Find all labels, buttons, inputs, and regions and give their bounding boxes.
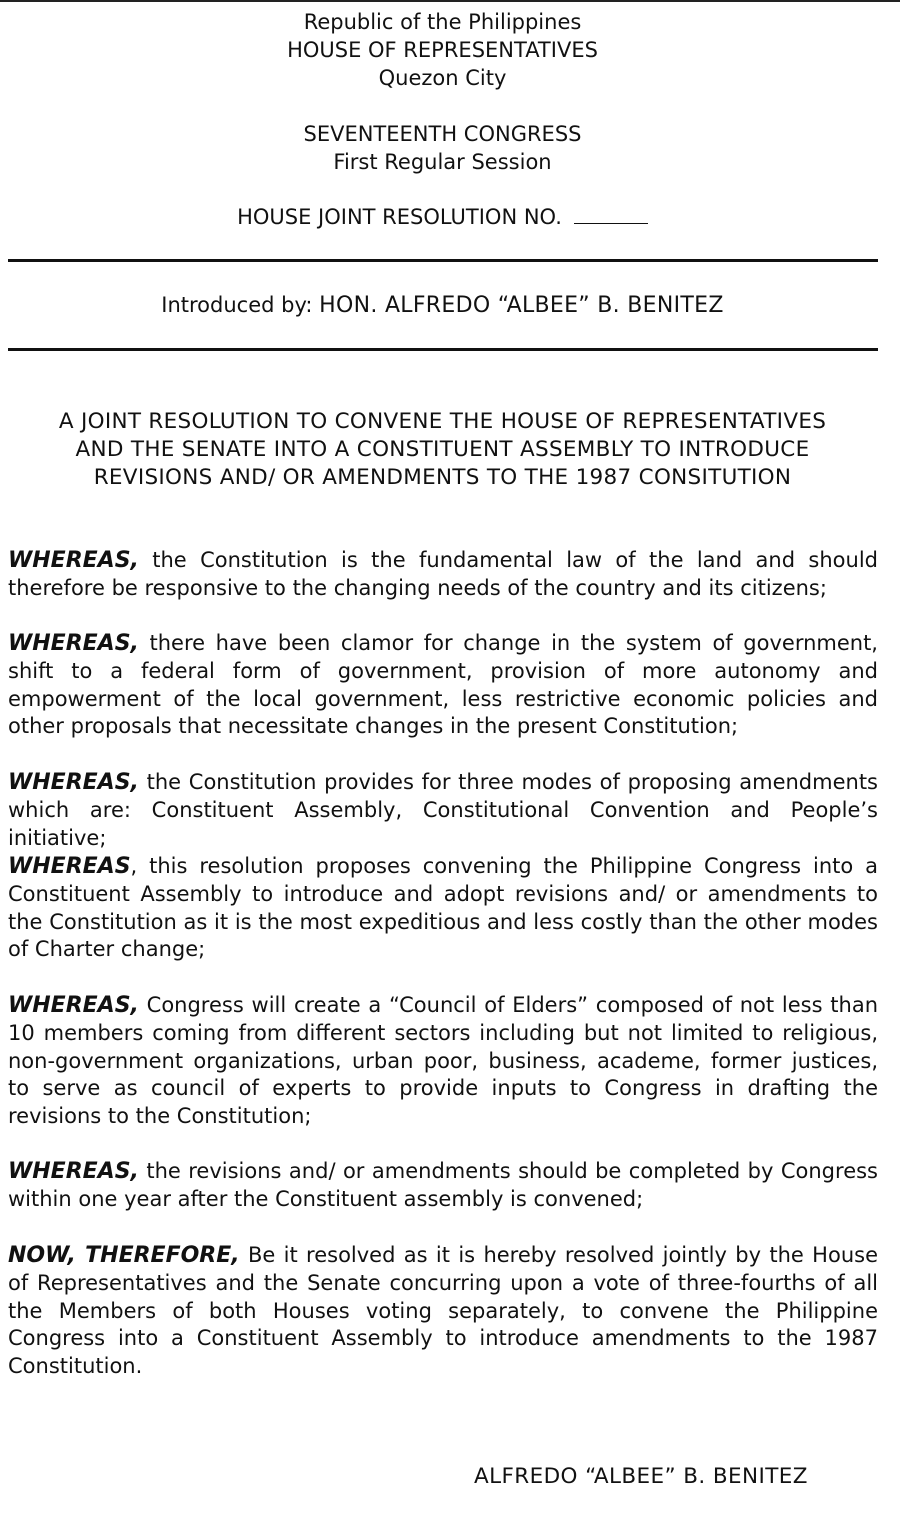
divider-rule-bottom: [8, 348, 878, 351]
chamber-name: HOUSE OF REPRESENTATIVES: [287, 38, 598, 62]
clause-text: the Constitution provides for three modes of proposing amendments which are: Constituent Assembly, Constitutional Convention and People’s initiative;: [8, 770, 878, 850]
clause-lead: NOW, THEREFORE,: [8, 1243, 240, 1268]
clause-text: Be it resolved as it is hereby resolved jointly by the House of Representatives and the Senate concurring upon a vote of three-fourths of all the Members of both Houses voting separately, to convene the Philippine Congress into a Constituent Assembly to introduce amendments to the 1987 Constitution.: [8, 1243, 878, 1379]
clause-text: the revisions and/ or amendments should be completed by Congress within one year after the Constituent assembly is convened;: [8, 1159, 878, 1211]
introduced-by: [0, 290, 885, 321]
resolution-number-blank: [574, 203, 648, 224]
top-border-rule: [0, 0, 900, 2]
title-line-3: REVISIONS AND/ OR AMENDMENTS TO THE 1987 CONSITUTION: [93, 465, 792, 490]
introduced-author: HON. ALFREDO “ALBEE” B. BENITEZ: [319, 293, 724, 318]
whereas-clause-2: [8, 630, 878, 741]
signature-name: ALFREDO “ALBEE” B. BENITEZ: [474, 1464, 808, 1489]
whereas-clause-5: [8, 992, 878, 1131]
clause-lead: WHEREAS: [8, 854, 131, 879]
city-name: Quezon City: [378, 66, 507, 90]
resolution-number: [0, 203, 885, 231]
clause-text: , this resolution proposes convening the Philippine Congress into a Constituent Assembly to introduce and adopt revisions and/ or amendments to the Constitution as it is the most expeditious and less costly than the other modes of Charter change;: [8, 854, 878, 962]
introduced-label: Introduced by:: [161, 293, 313, 317]
country-name: Republic of the Philippines: [303, 10, 582, 34]
title-line-1: A JOINT RESOLUTION TO CONVENE THE HOUSE OF REPRESENTATIVES: [58, 409, 827, 434]
title-line-2: AND THE SENATE INTO A CONSTITUENT ASSEMBLY TO INTRODUCE: [75, 437, 810, 462]
letterhead: [0, 8, 885, 92]
clause-lead: WHEREAS,: [8, 993, 139, 1018]
whereas-clause-3: [8, 769, 878, 852]
clause-lead: WHEREAS,: [8, 1159, 139, 1184]
clause-lead: WHEREAS,: [8, 548, 139, 573]
clause-text: Congress will create a “Council of Elders” composed of not less than 10 members coming from different sectors including but not limited to religious, non-government organizations, urban poor, business, academe, former justices, to serve as council of experts to provide inputs to Congress in drafting the revisions to the Constitution;: [8, 993, 878, 1129]
congress-info: [0, 120, 885, 176]
session-name: First Regular Session: [333, 150, 552, 174]
clause-lead: WHEREAS,: [8, 631, 139, 656]
congress-name: SEVENTEENTH CONGRESS: [303, 122, 582, 146]
resolving-clause: [8, 1242, 878, 1381]
divider-rule-top: [8, 259, 878, 262]
whereas-clause-4: [8, 853, 878, 964]
clause-text: the Constitution is the fundamental law of the land and should therefore be responsive to the changing needs of the country and its citizens;: [8, 548, 878, 600]
clause-text: there have been clamor for change in the system of government, shift to a federal form of government, provision of more autonomy and empowerment of the local government, less restrictive economic policies and other proposals that necessitate changes in the present Constitution;: [8, 631, 878, 739]
resolution-title: [0, 408, 885, 492]
resolution-label: HOUSE JOINT RESOLUTION NO.: [237, 205, 562, 229]
whereas-clause-6: [8, 1158, 878, 1214]
clause-lead: WHEREAS,: [8, 770, 139, 795]
whereas-clause-1: [8, 547, 878, 603]
